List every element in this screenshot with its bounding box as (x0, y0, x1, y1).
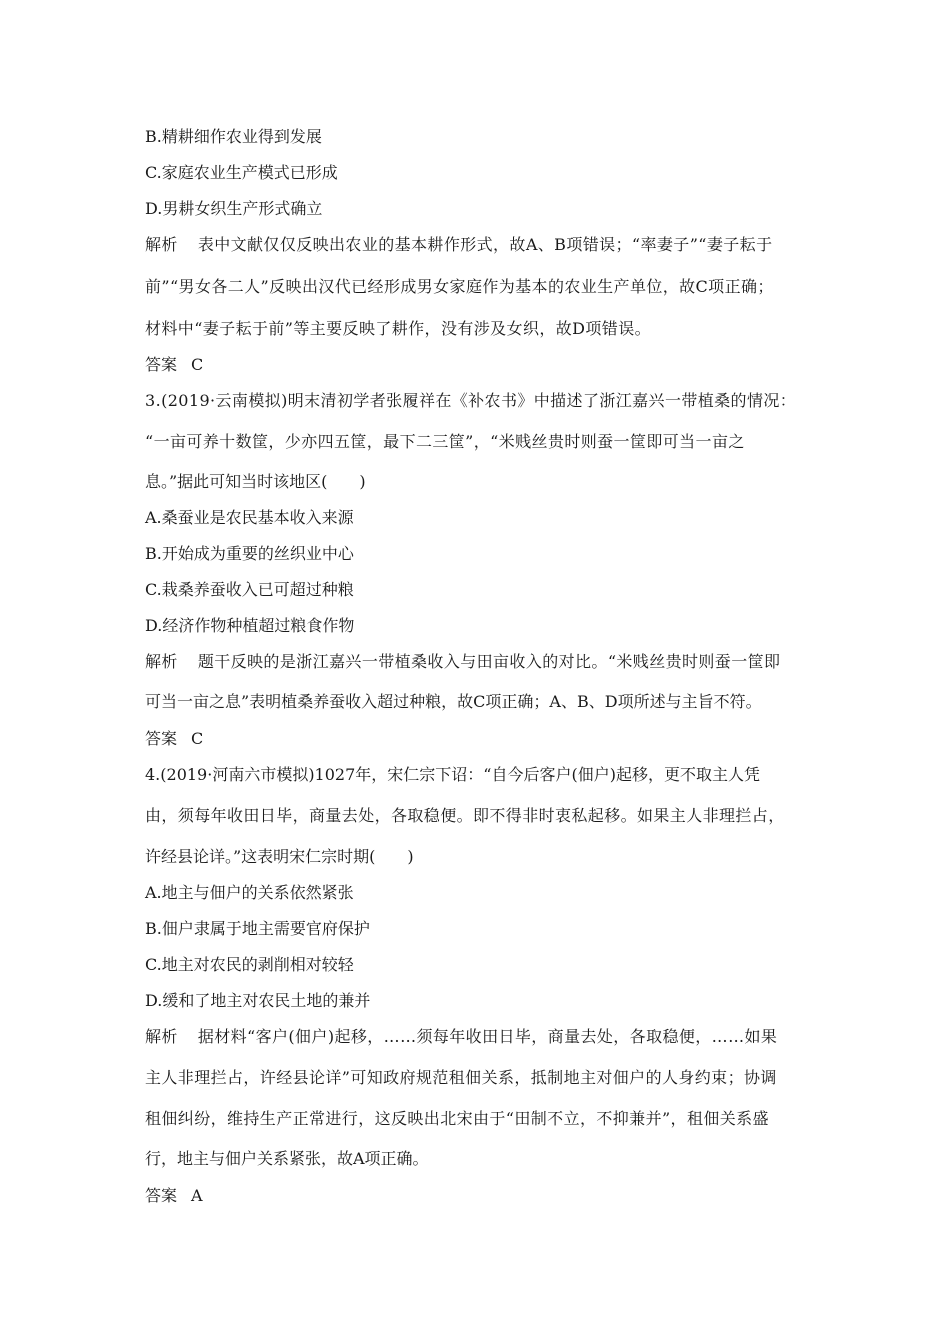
q4-analysis-line-2: 主人非理拦占，许经县论详”可知政府规范租佃关系，抵制地主对佃户的人身约束；协调 (145, 1068, 777, 1087)
q4-option-d: D.缓和了地主对农民土地的兼并 (145, 991, 371, 1010)
q2-analysis-line-3: 材料中“妻子耘于前”等主要反映了耕作，没有涉及女织，故D项错误。 (145, 319, 651, 338)
q3-option-b: B.开始成为重要的丝织业中心 (145, 544, 354, 563)
analysis-text: 题干反映的是浙江嘉兴一带植桑收入与田亩收入的对比。“米贱丝贵时则蚕一筐即 (197, 652, 781, 671)
q2-answer (145, 353, 203, 377)
q2-option-b: B.精耕细作农业得到发展 (145, 127, 322, 146)
q2-option-d: D.男耕女织生产形式确立 (145, 199, 323, 218)
q2-analysis-line-2: 前”“男女各二人”反映出汉代已经形成男女家庭作为基本的农业生产单位，故C项正确； (145, 277, 774, 296)
answer-label: 答案 (145, 729, 178, 748)
q3-option-c: C.栽桑养蚕收入已可超过种粮 (145, 580, 354, 599)
q3-option-a: A.桑蚕业是农民基本收入来源 (145, 508, 354, 527)
q3-stem-line-1: 3.(2019·云南模拟)明末清初学者张履祥在《补农书》中描述了浙江嘉兴一带植桑的情况： (145, 391, 797, 410)
analysis-label: 解析 (145, 235, 178, 254)
q4-analysis-line-1 (145, 1025, 777, 1049)
q3-analysis-line-2: 可当一亩之息”表明植桑养蚕收入超过种粮，故C项正确；A、B、D项所述与主旨不符。 (145, 692, 762, 711)
analysis-label: 解析 (145, 652, 178, 671)
q2-analysis-line-1 (145, 233, 772, 257)
q3-option-d: D.经济作物种植超过粮食作物 (145, 616, 355, 635)
q4-stem-line-2: 由，须每年收田日毕，商量去处，各取稳便。即不得非时衷私起移。如果主人非理拦占， (145, 806, 785, 825)
q4-option-b: B.佃户隶属于地主需要官府保护 (145, 919, 370, 938)
answer-value: A (191, 1186, 203, 1205)
q4-stem-line-3: 许经县论详。”这表明宋仁宗时期( ) (145, 847, 414, 866)
q3-stem-line-3: 息。”据此可知当时该地区( ) (145, 472, 366, 491)
q4-option-c: C.地主对农民的剥削相对较轻 (145, 955, 354, 974)
q3-stem-line-2: “一亩可养十数筐，少亦四五筐，最下二三筐”，“米贱丝贵时则蚕一筐即可当一亩之 (145, 432, 745, 451)
analysis-label: 解析 (145, 1027, 178, 1046)
analysis-text: 表中文献仅仅反映出农业的基本耕作形式，故A、B项错误；“率妻子”“妻子耘于 (197, 235, 773, 254)
answer-label: 答案 (145, 1186, 178, 1205)
q2-option-c: C.家庭农业生产模式已形成 (145, 163, 338, 182)
analysis-text: 据材料“客户(佃户)起移，……须每年收田日毕，商量去处，各取稳便，……如果 (197, 1027, 778, 1046)
answer-value: C (191, 729, 204, 748)
q4-analysis-line-3: 租佃纠纷，维持生产正常进行，这反映出北宋由于“田制不立，不抑兼并”，租佃关系盛 (145, 1109, 769, 1128)
answer-value: C (191, 355, 204, 374)
answer-label: 答案 (145, 355, 178, 374)
q4-answer (145, 1184, 203, 1208)
q3-analysis-line-1 (145, 650, 780, 674)
q4-option-a: A.地主与佃户的关系依然紧张 (145, 883, 354, 902)
q4-stem-line-1: 4.(2019·河南六市模拟)1027年，宋仁宗下诏：“自今后客户(佃户)起移，更不取主人凭 (145, 765, 760, 784)
q4-analysis-line-4: 行，地主与佃户关系紧张，故A项正确。 (145, 1149, 429, 1168)
q3-answer (145, 727, 203, 751)
